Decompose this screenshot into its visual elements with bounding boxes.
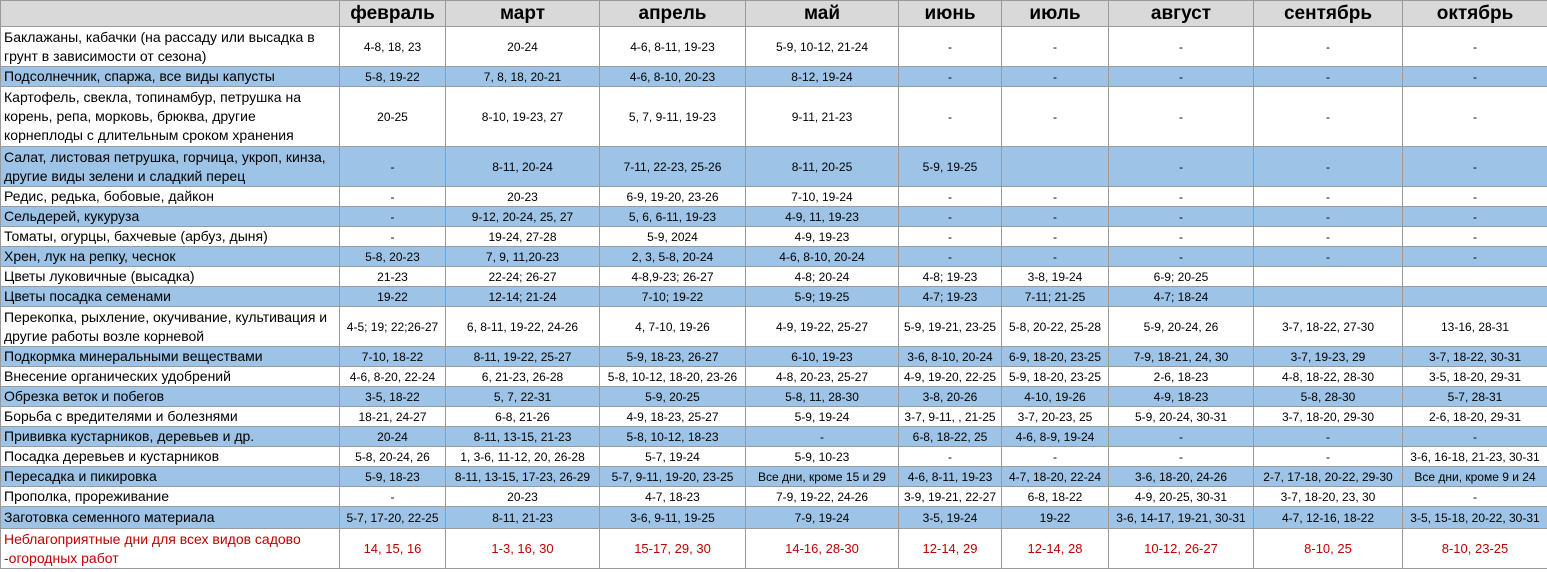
date-cell: 9-12, 20-24, 25, 27 bbox=[446, 207, 600, 227]
date-cell: 3-7, 18-22, 30-31 bbox=[1403, 347, 1547, 367]
header-row bbox=[1, 1, 1547, 27]
date-cell: 13-16, 28-31 bbox=[1403, 307, 1547, 347]
date-cell: 5-9, 19-21, 23-25 bbox=[899, 307, 1002, 347]
date-cell: - bbox=[1254, 247, 1403, 267]
date-cell: - bbox=[1109, 87, 1254, 147]
date-cell: - bbox=[1403, 427, 1547, 447]
date-cell: 4-7, 18-23 bbox=[600, 487, 746, 507]
date-cell: - bbox=[340, 227, 446, 247]
date-cell: - bbox=[899, 247, 1002, 267]
bad-days-cell: 12-14, 29 bbox=[899, 529, 1002, 569]
date-cell: - bbox=[1254, 147, 1403, 187]
date-cell: 5-9, 10-12, 21-24 bbox=[746, 27, 899, 67]
date-cell: 7, 8, 18, 20-21 bbox=[446, 67, 600, 87]
date-cell: 20-23 bbox=[446, 187, 600, 207]
date-cell: 4-8, 20-23, 25-27 bbox=[746, 367, 899, 387]
date-cell: 21-23 bbox=[340, 267, 446, 287]
row-label: Обрезка веток и побегов bbox=[1, 387, 340, 407]
row-label: Внесение органических удобрений bbox=[1, 367, 340, 387]
bad-days-label: Неблагоприятные дни для всех видов садово -огородных работ bbox=[1, 529, 340, 569]
date-cell bbox=[1002, 147, 1109, 187]
date-cell: 8-11, 13-15, 17-23, 26-29 bbox=[446, 467, 600, 487]
date-cell: 4-8, 18, 23 bbox=[340, 27, 446, 67]
table-row bbox=[1, 407, 1547, 427]
header-corner-cell bbox=[1, 1, 340, 27]
bad-days-cell: 14, 15, 16 bbox=[340, 529, 446, 569]
date-cell: - bbox=[1403, 247, 1547, 267]
date-cell: 6, 8-11, 19-22, 24-26 bbox=[446, 307, 600, 347]
table-row bbox=[1, 187, 1547, 207]
table-row bbox=[1, 27, 1547, 67]
table-row bbox=[1, 387, 1547, 407]
date-cell: - bbox=[1109, 187, 1254, 207]
date-cell: 4-9, 19-20, 22-25 bbox=[899, 367, 1002, 387]
date-cell: 8-12, 19-24 bbox=[746, 67, 899, 87]
date-cell: 5-9; 19-25 bbox=[746, 287, 899, 307]
date-cell: 6-8, 18-22 bbox=[1002, 487, 1109, 507]
date-cell: 4-6, 8-20, 22-24 bbox=[340, 367, 446, 387]
date-cell: - bbox=[1403, 67, 1547, 87]
bad-days-cell: 10-12, 26-27 bbox=[1109, 529, 1254, 569]
date-cell: 6-8, 18-22, 25 bbox=[899, 427, 1002, 447]
date-cell: - bbox=[340, 207, 446, 227]
date-cell: - bbox=[1109, 67, 1254, 87]
date-cell: 5-8, 19-22 bbox=[340, 67, 446, 87]
date-cell: 2-6, 18-20, 29-31 bbox=[1403, 407, 1547, 427]
header-month: август bbox=[1109, 1, 1254, 27]
date-cell: 7-9, 18-21, 24, 30 bbox=[1109, 347, 1254, 367]
row-label: Перекопка, рыхление, окучивание, культивация и другие работы возле корневой bbox=[1, 307, 340, 347]
date-cell: 4-8, 18-22, 28-30 bbox=[1254, 367, 1403, 387]
date-cell: - bbox=[340, 147, 446, 187]
table-row bbox=[1, 467, 1547, 487]
table-body bbox=[1, 27, 1547, 569]
date-cell: - bbox=[899, 187, 1002, 207]
date-cell: 19-24, 27-28 bbox=[446, 227, 600, 247]
date-cell: 4-7; 19-23 bbox=[899, 287, 1002, 307]
table-row bbox=[1, 247, 1547, 267]
date-cell: 4-9, 19-23 bbox=[746, 227, 899, 247]
date-cell: 5, 7, 9-11, 19-23 bbox=[600, 87, 746, 147]
date-cell: - bbox=[1002, 447, 1109, 467]
date-cell: 3-8, 19-24 bbox=[1002, 267, 1109, 287]
date-cell: - bbox=[1002, 187, 1109, 207]
date-cell: 5-9, 18-20, 23-25 bbox=[1002, 367, 1109, 387]
date-cell: 3-9, 19-21, 22-27 bbox=[899, 487, 1002, 507]
date-cell: 3-6, 18-20, 24-26 bbox=[1109, 467, 1254, 487]
date-cell bbox=[1254, 287, 1403, 307]
date-cell: 19-22 bbox=[340, 287, 446, 307]
date-cell: 5, 7, 22-31 bbox=[446, 387, 600, 407]
date-cell: 6-9, 19-20, 23-26 bbox=[600, 187, 746, 207]
row-label: Баклажаны, кабачки (на рассаду или высадка в грунт в зависимости от сезона) bbox=[1, 27, 340, 67]
row-label: Заготовка семенного материала bbox=[1, 507, 340, 529]
date-cell: - bbox=[1109, 427, 1254, 447]
date-cell: Все дни, кроме 9 и 24 bbox=[1403, 467, 1547, 487]
date-cell: - bbox=[1002, 227, 1109, 247]
date-cell: 12-14; 21-24 bbox=[446, 287, 600, 307]
date-cell: 6-10, 19-23 bbox=[746, 347, 899, 367]
date-cell: 3-5, 18-20, 29-31 bbox=[1403, 367, 1547, 387]
date-cell: 5, 6, 6-11, 19-23 bbox=[600, 207, 746, 227]
date-cell: 3-7, 20-23, 25 bbox=[1002, 407, 1109, 427]
date-cell: 3-6, 16-18, 21-23, 30-31 bbox=[1403, 447, 1547, 467]
row-label: Борьба с вредителями и болезнями bbox=[1, 407, 340, 427]
date-cell: 5-8, 10-12, 18-20, 23-26 bbox=[600, 367, 746, 387]
date-cell: 5-8, 20-23 bbox=[340, 247, 446, 267]
date-cell: - bbox=[1109, 227, 1254, 247]
table-row bbox=[1, 487, 1547, 507]
date-cell bbox=[1403, 267, 1547, 287]
date-cell: 4-6, 8-11, 19-23 bbox=[600, 27, 746, 67]
date-cell: - bbox=[1403, 87, 1547, 147]
date-cell: 3-7, 9-11, , 21-25 bbox=[899, 407, 1002, 427]
bad-days-cell: 12-14, 28 bbox=[1002, 529, 1109, 569]
date-cell: 4-6, 8-11, 19-23 bbox=[899, 467, 1002, 487]
date-cell: 5-9, 20-24, 30-31 bbox=[1109, 407, 1254, 427]
table-row bbox=[1, 307, 1547, 347]
date-cell: - bbox=[899, 227, 1002, 247]
row-label: Редис, редька, бобовые, дайкон bbox=[1, 187, 340, 207]
date-cell: 20-24 bbox=[340, 427, 446, 447]
date-cell: 6, 21-23, 26-28 bbox=[446, 367, 600, 387]
header-month: июнь bbox=[899, 1, 1002, 27]
date-cell: 6-8, 21-26 bbox=[446, 407, 600, 427]
date-cell: - bbox=[1109, 247, 1254, 267]
bad-days-cell: 8-10, 25 bbox=[1254, 529, 1403, 569]
date-cell bbox=[1254, 267, 1403, 287]
date-cell: 4-8,9-23; 26-27 bbox=[600, 267, 746, 287]
date-cell: 2, 3, 5-8, 20-24 bbox=[600, 247, 746, 267]
date-cell: 20-23 bbox=[446, 487, 600, 507]
date-cell: 4-6, 8-9, 19-24 bbox=[1002, 427, 1109, 447]
date-cell: - bbox=[1254, 207, 1403, 227]
date-cell: 4-9, 18-23 bbox=[1109, 387, 1254, 407]
date-cell: 18-21, 24-27 bbox=[340, 407, 446, 427]
date-cell: 7, 9, 11,20-23 bbox=[446, 247, 600, 267]
table-row bbox=[1, 427, 1547, 447]
date-cell: 4-8; 20-24 bbox=[746, 267, 899, 287]
row-label: Прививка кустарников, деревьев и др. bbox=[1, 427, 340, 447]
date-cell: 4-9, 20-25, 30-31 bbox=[1109, 487, 1254, 507]
date-cell: 3-5, 15-18, 20-22, 30-31 bbox=[1403, 507, 1547, 529]
date-cell: 7-10; 19-22 bbox=[600, 287, 746, 307]
row-label: Пересадка и пикировка bbox=[1, 467, 340, 487]
date-cell: 7-9, 19-24 bbox=[746, 507, 899, 529]
date-cell: 6-9, 18-20, 23-25 bbox=[1002, 347, 1109, 367]
date-cell: 3-7, 18-20, 23, 30 bbox=[1254, 487, 1403, 507]
date-cell: 5-7, 19-24 bbox=[600, 447, 746, 467]
date-cell: - bbox=[340, 487, 446, 507]
date-cell: 7-10, 19-24 bbox=[746, 187, 899, 207]
row-label: Салат, листовая петрушка, горчица, укроп, кинза, другие виды зелени и сладкий перец bbox=[1, 147, 340, 187]
date-cell: 4-9, 11, 19-23 bbox=[746, 207, 899, 227]
date-cell: 9-11, 21-23 bbox=[746, 87, 899, 147]
date-cell: 4-6, 8-10, 20-24 bbox=[746, 247, 899, 267]
date-cell: 4-5; 19; 22;26-27 bbox=[340, 307, 446, 347]
date-cell: 8-11, 20-25 bbox=[746, 147, 899, 187]
table-row bbox=[1, 447, 1547, 467]
date-cell: 1, 3-6, 11-12, 20, 26-28 bbox=[446, 447, 600, 467]
row-label: Подкормка минеральными веществами bbox=[1, 347, 340, 367]
date-cell: 3-5, 18-22 bbox=[340, 387, 446, 407]
date-cell: - bbox=[899, 207, 1002, 227]
date-cell: 5-9, 20-25 bbox=[600, 387, 746, 407]
table-row bbox=[1, 207, 1547, 227]
date-cell: 5-8, 28-30 bbox=[1254, 387, 1403, 407]
date-cell: - bbox=[899, 27, 1002, 67]
bad-days-row bbox=[1, 529, 1547, 569]
table-row bbox=[1, 227, 1547, 247]
header-month: октябрь bbox=[1403, 1, 1547, 27]
header-month: апрель bbox=[600, 1, 746, 27]
date-cell: 5-9, 19-24 bbox=[746, 407, 899, 427]
date-cell: 3-7, 18-20, 29-30 bbox=[1254, 407, 1403, 427]
date-cell: - bbox=[899, 67, 1002, 87]
date-cell: - bbox=[1403, 487, 1547, 507]
bad-days-cell: 8-10, 23-25 bbox=[1403, 529, 1547, 569]
header-month: сентябрь bbox=[1254, 1, 1403, 27]
date-cell: - bbox=[1254, 227, 1403, 247]
date-cell: - bbox=[899, 87, 1002, 147]
date-cell: - bbox=[1403, 227, 1547, 247]
header-month: июль bbox=[1002, 1, 1109, 27]
date-cell: 4, 7-10, 19-26 bbox=[600, 307, 746, 347]
table-row bbox=[1, 67, 1547, 87]
date-cell: 2-6, 18-23 bbox=[1109, 367, 1254, 387]
date-cell: - bbox=[1002, 27, 1109, 67]
date-cell: 3-6, 14-17, 19-21, 30-31 bbox=[1109, 507, 1254, 529]
date-cell: 4-7; 18-24 bbox=[1109, 287, 1254, 307]
date-cell: 20-24 bbox=[446, 27, 600, 67]
date-cell: 5-8, 20-22, 25-28 bbox=[1002, 307, 1109, 347]
date-cell: 20-25 bbox=[340, 87, 446, 147]
bad-days-cell: 1-3, 16, 30 bbox=[446, 529, 600, 569]
date-cell: 5-9, 10-23 bbox=[746, 447, 899, 467]
date-cell: 4-6, 8-10, 20-23 bbox=[600, 67, 746, 87]
table-row bbox=[1, 367, 1547, 387]
date-cell: - bbox=[1254, 187, 1403, 207]
date-cell: 4-8; 19-23 bbox=[899, 267, 1002, 287]
bad-days-cell: 14-16, 28-30 bbox=[746, 529, 899, 569]
date-cell: 3-5, 19-24 bbox=[899, 507, 1002, 529]
date-cell: 6-9; 20-25 bbox=[1109, 267, 1254, 287]
date-cell: - bbox=[1109, 27, 1254, 67]
date-cell: 19-22 bbox=[1002, 507, 1109, 529]
date-cell: - bbox=[1403, 207, 1547, 227]
date-cell: - bbox=[746, 427, 899, 447]
date-cell: 5-7, 17-20, 22-25 bbox=[340, 507, 446, 529]
date-cell: - bbox=[1254, 87, 1403, 147]
date-cell: - bbox=[1109, 147, 1254, 187]
row-label: Посадка деревьев и кустарников bbox=[1, 447, 340, 467]
date-cell: - bbox=[1109, 447, 1254, 467]
date-cell: 4-7, 12-16, 18-22 bbox=[1254, 507, 1403, 529]
header-month: февраль bbox=[340, 1, 446, 27]
date-cell: - bbox=[1403, 27, 1547, 67]
date-cell: 7-10, 18-22 bbox=[340, 347, 446, 367]
date-cell: 2-7, 17-18, 20-22, 29-30 bbox=[1254, 467, 1403, 487]
date-cell: 7-9, 19-22, 24-26 bbox=[746, 487, 899, 507]
date-cell: Все дни, кроме 15 и 29 bbox=[746, 467, 899, 487]
header-month: май bbox=[746, 1, 899, 27]
date-cell: 5-9, 18-23 bbox=[340, 467, 446, 487]
date-cell: 5-8, 11, 28-30 bbox=[746, 387, 899, 407]
date-cell: - bbox=[1254, 67, 1403, 87]
date-cell: - bbox=[1254, 447, 1403, 467]
date-cell: 5-9, 20-24, 26 bbox=[1109, 307, 1254, 347]
table-row bbox=[1, 287, 1547, 307]
header-month: март bbox=[446, 1, 600, 27]
row-label: Прополка, прореживание bbox=[1, 487, 340, 507]
date-cell: - bbox=[1002, 87, 1109, 147]
date-cell: 7-11; 21-25 bbox=[1002, 287, 1109, 307]
row-label: Картофель, свекла, топинамбур, петрушка на корень, репа, морковь, брюква, другие корнеплоды с длительным сроком хранения bbox=[1, 87, 340, 147]
row-label: Подсолнечник, спаржа, все виды капусты bbox=[1, 67, 340, 87]
date-cell: - bbox=[1403, 187, 1547, 207]
date-cell: 8-11, 20-24 bbox=[446, 147, 600, 187]
date-cell: - bbox=[1109, 207, 1254, 227]
date-cell: - bbox=[1002, 207, 1109, 227]
date-cell: 5-8, 10-12, 18-23 bbox=[600, 427, 746, 447]
date-cell: 8-10, 19-23, 27 bbox=[446, 87, 600, 147]
row-label: Томаты, огурцы, бахчевые (арбуз, дыня) bbox=[1, 227, 340, 247]
date-cell: - bbox=[1002, 67, 1109, 87]
date-cell: 3-7, 18-22, 27-30 bbox=[1254, 307, 1403, 347]
row-label: Хрен, лук на репку, чеснок bbox=[1, 247, 340, 267]
date-cell: 5-8, 20-24, 26 bbox=[340, 447, 446, 467]
date-cell: 7-11, 22-23, 25-26 bbox=[600, 147, 746, 187]
date-cell: 5-9, 18-23, 26-27 bbox=[600, 347, 746, 367]
table-row bbox=[1, 267, 1547, 287]
row-label: Сельдерей, кукуруза bbox=[1, 207, 340, 227]
date-cell: - bbox=[899, 447, 1002, 467]
bad-days-cell: 15-17, 29, 30 bbox=[600, 529, 746, 569]
date-cell: 4-9, 18-23, 25-27 bbox=[600, 407, 746, 427]
date-cell: 3-7, 19-23, 29 bbox=[1254, 347, 1403, 367]
date-cell: 3-8, 20-26 bbox=[899, 387, 1002, 407]
table-row bbox=[1, 147, 1547, 187]
date-cell bbox=[1403, 287, 1547, 307]
date-cell: - bbox=[1403, 147, 1547, 187]
table-row bbox=[1, 87, 1547, 147]
date-cell: 5-9, 2024 bbox=[600, 227, 746, 247]
row-label: Цветы посадка семенами bbox=[1, 287, 340, 307]
date-cell: - bbox=[340, 187, 446, 207]
row-label: Цветы луковичные (высадка) bbox=[1, 267, 340, 287]
date-cell: 22-24; 26-27 bbox=[446, 267, 600, 287]
date-cell: 8-11, 21-23 bbox=[446, 507, 600, 529]
date-cell: 4-7, 18-20, 22-24 bbox=[1002, 467, 1109, 487]
date-cell: - bbox=[1254, 27, 1403, 67]
date-cell: - bbox=[1254, 427, 1403, 447]
date-cell: 5-7, 9-11, 19-20, 23-25 bbox=[600, 467, 746, 487]
table-row bbox=[1, 347, 1547, 367]
date-cell: 8-11, 19-22, 25-27 bbox=[446, 347, 600, 367]
table-row bbox=[1, 507, 1547, 529]
date-cell: 3-6, 8-10, 20-24 bbox=[899, 347, 1002, 367]
date-cell: 8-11, 13-15, 21-23 bbox=[446, 427, 600, 447]
date-cell: 5-9, 19-25 bbox=[899, 147, 1002, 187]
date-cell: 4-9, 19-22, 25-27 bbox=[746, 307, 899, 347]
date-cell: 5-7, 28-31 bbox=[1403, 387, 1547, 407]
date-cell: 3-6, 9-11, 19-25 bbox=[600, 507, 746, 529]
date-cell: 4-10, 19-26 bbox=[1002, 387, 1109, 407]
date-cell: - bbox=[1002, 247, 1109, 267]
